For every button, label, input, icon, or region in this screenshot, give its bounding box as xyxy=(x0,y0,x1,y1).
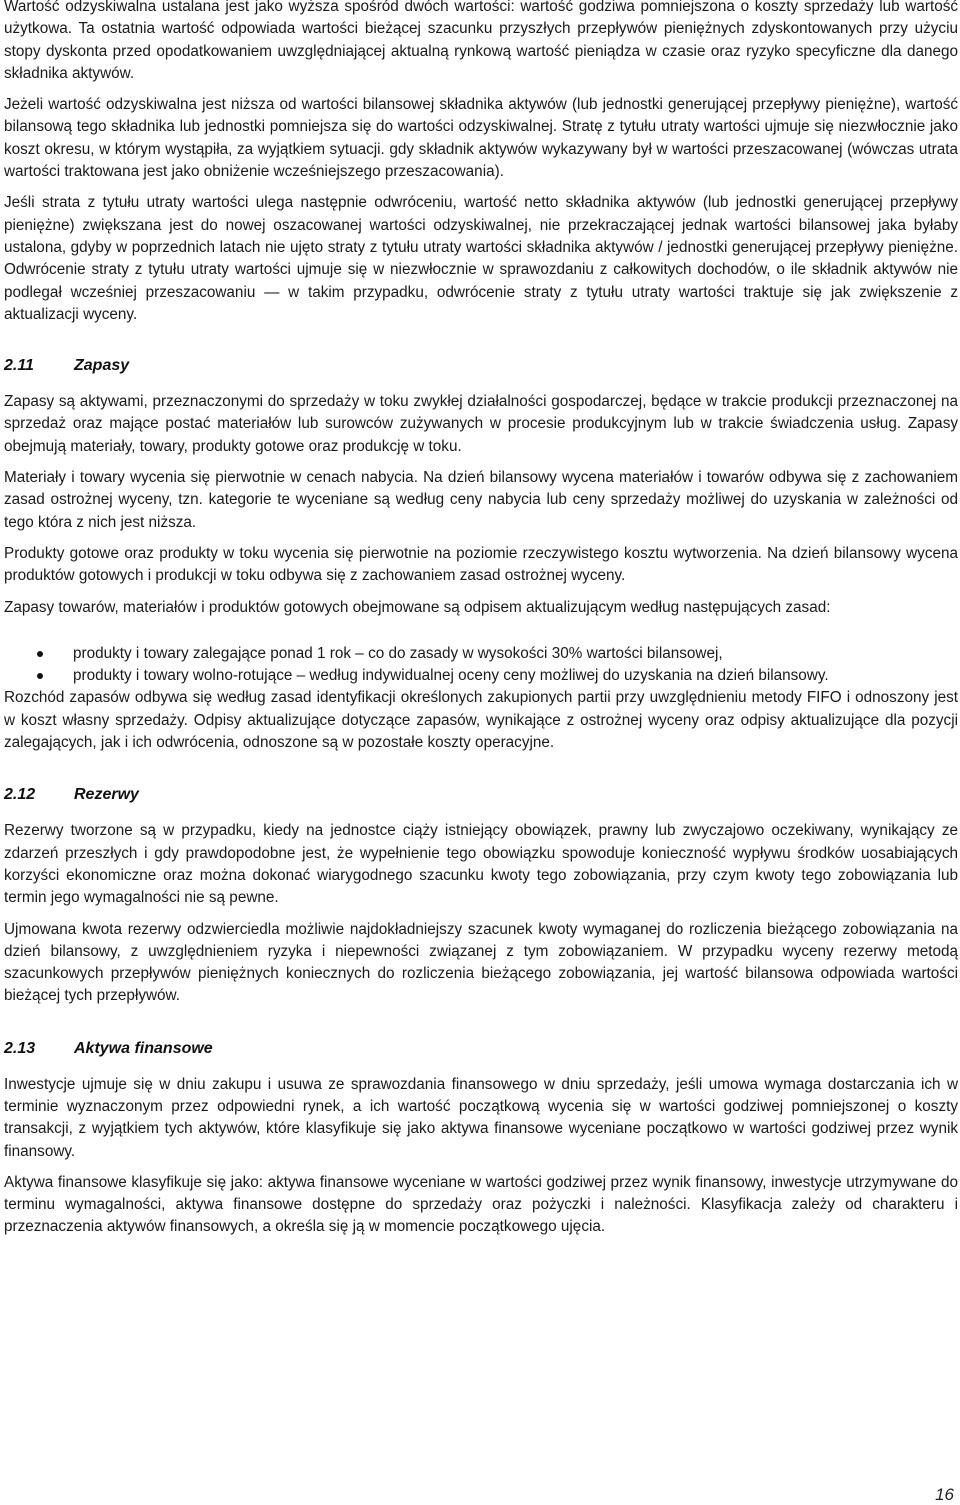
page-number: 16 xyxy=(935,1485,954,1504)
section-number: 2.13 xyxy=(4,1039,36,1057)
paragraph-recoverable-value: Wartość odzyskiwalna ustalana jest jako wyższa spośród dwóch wartości: wartość godziwa pomniejszona o koszty sprzedaży lub wartość użytkowa. Ta ostatnia wartość odpowiada wartości bieżącej szacunku przyszłych przepływów pieniężnych zdyskontowanych przy użyciu stopy dyskonta przed opodatkowaniem uwzględniającej aktualną rynkową wartość pieniądza w czasie oraz ryzyko specyficzne dla danego składnika aktywów. xyxy=(4,0,958,82)
paragraph-impairment-loss: Jeżeli wartość odzyskiwalna jest niższa od wartości bilansowej składnika aktywów (lub jednostki generującej przepływy pieniężne), wartość bilansową tego składnika lub jednostki pomniejsza się do wartości odzyskiwalnej. Stratę z tytułu utraty wartości ujmuje się niezwłocznie jako koszt okresu, w którym wystąpiła, za wyjątkiem sytuacji. gdy składnik aktywów wykazywany był w wartości przeszacowanej (wówczas utrata wartości traktowana jest jako obniżenie wcześniejszego przeszacowania). xyxy=(4,96,958,181)
section-heading-provisions xyxy=(4,784,958,806)
section-title: Rezerwy xyxy=(74,786,139,804)
paragraph-inventories-definition: Zapasy są aktywami, przeznaczonymi do sprzedaży w toku zwykłej działalności gospodarczej, będące w trakcie produkcji przeznaczonej na sprzedaż oraz mające postać materiałów lub surowców zużywanych w procesie produkcyjnym lub w trakcie świadczenia usług. Zapasy obejmują materiały, towary, produkty gotowe oraz produkcję w toku. xyxy=(4,393,958,455)
paragraph-financial-assets-classification: Aktywa finansowe klasyfikuje się jako: aktywa finansowe wyceniane w wartości godziwej przez wynik finansowy, inwestycje utrzymywane do terminu wymagalności, aktywa finansowe dostępne do sprzedaży oraz pożyczki i należności. Klasyfikacja zależy od charakteru i przeznaczenia aktywów finansowych, a określa się ją w momencie początkowego ujęcia. xyxy=(4,1173,958,1236)
paragraph-impairment-reversal: Jeśli strata z tytułu utraty wartości ulega następnie odwróceniu, wartość netto składnika aktywów (lub jednostki generującej przepływy pieniężne) zwiększana jest do nowej oszacowanej wartości odzyskiwalnej, nie przekraczającej jednak wartości bilansowej jaka byłaby ustalona, gdyby w poprzednich latach nie ujęto straty z tytułu utraty wartości składnika aktywów / jednostki generującej przepływy pieniężne. Odwrócenie straty z tytułu utraty wartości ujmuje się w niezwłocznie w sprawozdaniu z całkowitych dochodów, o ile składnik aktywów nie podlegał wcześniej przeszacowaniu — w takim przypadku, odwrócenie straty z tytułu utraty wartości traktuje się jak zwiększenie z aktualizacji wyceny. xyxy=(4,194,958,323)
section-title: Aktywa finansowe xyxy=(74,1039,213,1057)
section-title: Zapasy xyxy=(74,357,130,375)
list-item xyxy=(4,643,958,665)
paragraph-inventory-outflow: Rozchód zapasów odbywa się według zasad identyfikacji określonych zakupionych partii przy uwzględnieniu metody FIFO i odnoszony jest w koszt własny sprzedaży. Odpisy aktualizujące dotyczące zapasów, wynikające z ostrożnej wyceny oraz odpisy aktualizujące dla pozycji zalegających, jak i ich odwrócenia, odnoszone są w pozostałe koszty operacyjne. xyxy=(4,689,958,752)
list-item xyxy=(4,665,958,687)
paragraph-provisions-definition: Rezerwy tworzone są w przypadku, kiedy na jednostce ciąży istniejący obowiązek, prawny lub zwyczajowo oczekiwany, wynikający ze zdarzeń przeszłych i gdy prawdopodobne jest, że wypełnienie tego obowiązku spowoduje konieczność wypływu środków uosabiających korzyści ekonomiczne oraz można dokonać wiarygodnego szacunku kwoty tego zobowiązania, przy czym kwoty tego zobowiązania lub termin jego wymagalności nie są pewne. xyxy=(4,822,958,907)
bullet-icon xyxy=(37,651,43,657)
list-item-text: produkty i towary wolno-rotujące – według indywidualnej oceny ceny możliwej do uzyskania na dzień bilansowy. xyxy=(73,667,829,685)
paragraph-materials-valuation: Materiały i towary wycenia się pierwotnie w cenach nabycia. Na dzień bilansowy wycena materiałów i towarów odbywa się z zachowaniem zasad ostrożnej wyceny, tzn. kategorie te wyceniane są według ceny nabycia lub ceny sprzedaży możliwej do uzyskania w zależności od tego która z nich jest niższa. xyxy=(4,469,958,531)
writedown-rules-list xyxy=(4,643,958,688)
paragraph-products-valuation: Produkty gotowe oraz produkty w toku wycenia się pierwotnie na poziomie rzeczywistego kosztu wytworzenia. Na dzień bilansowy wycena produktów gotowych i produkcji w toku odbywa się z zachowaniem zasad ostrożnej wyceny. xyxy=(4,544,958,585)
list-item-text: produkty i towary zalegające ponad 1 rok – co do zasady w wysokości 30% wartości bilansowej, xyxy=(73,644,723,662)
section-number: 2.12 xyxy=(4,786,36,804)
section-heading-financial-assets xyxy=(4,1038,958,1060)
document-page xyxy=(4,0,958,1239)
section-heading-inventories xyxy=(4,355,958,377)
section-number: 2.11 xyxy=(4,357,34,375)
bullet-icon xyxy=(37,673,43,679)
paragraph-provisions-measurement: Ujmowana kwota rezerwy odzwierciedla możliwie najdokładniejszy szacunek kwoty wymaganej do rozliczenia bieżącego zobowiązania na dzień bilansowy, z uwzględnieniem ryzyka i niepewności związanej z tym zobowiązaniem. W przypadku wyceny rezerwy metodą szacunkowych przepływów pieniężnych koniecznych do rozliczenia bieżącego zobowiązania, jej wartość bilansowa odpowiada wartości bieżącej tych przepływów. xyxy=(4,920,958,1005)
paragraph-writedown-rules: Zapasy towarów, materiałów i produktów gotowych obejmowane są odpisem aktualizującym według następujących zasad: xyxy=(4,598,831,616)
paragraph-investments-recognition: Inwestycje ujmuje się w dniu zakupu i usuwa ze sprawozdania finansowego w dniu sprzedaży, jeśli umowa wymaga dostarczania ich w terminie wyznaczonym przez odpowiedni rynek, a ich wartość początkową wycenia się w wartości godziwej pomniejszonej o koszty transakcji, z wyjątkiem tych aktywów, które klasyfikuje się jako aktywa finansowe wyceniane początkowo w wartości godziwej przez wynik finansowy. xyxy=(4,1075,958,1160)
